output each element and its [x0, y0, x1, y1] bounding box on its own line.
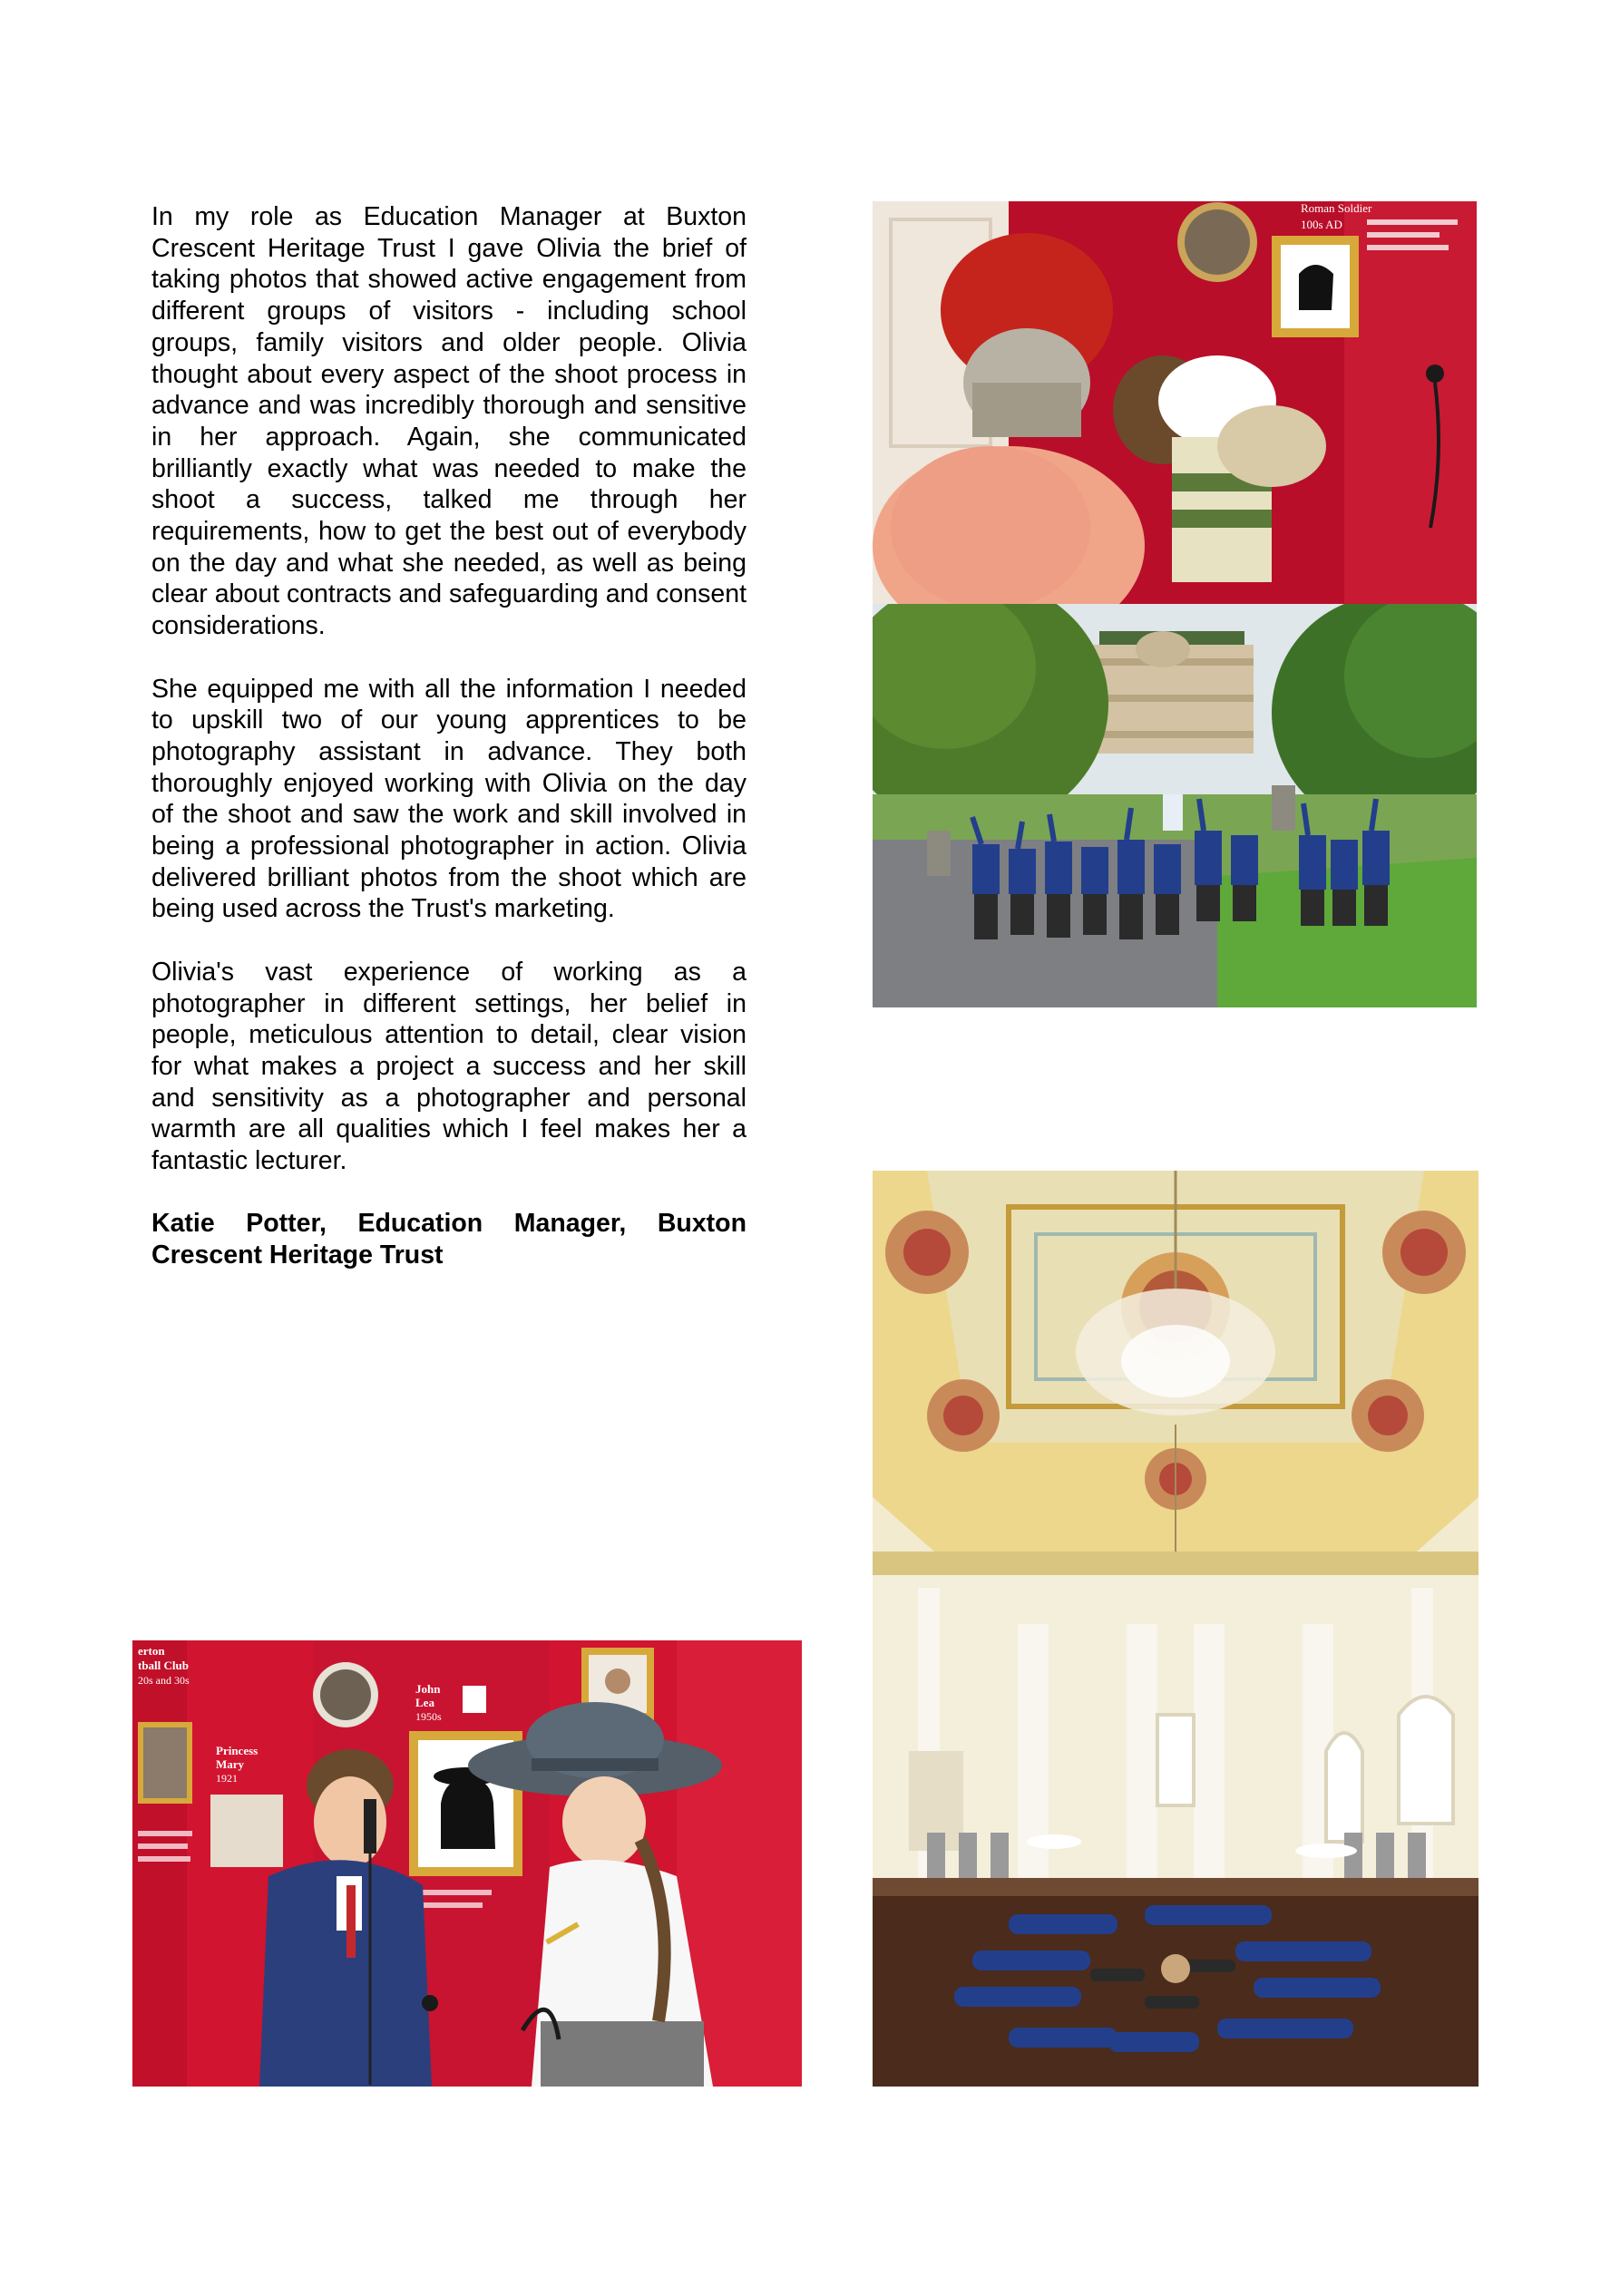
testimonial-text: [151, 201, 747, 1271]
label-person-1: John: [415, 1682, 441, 1696]
label-princess-date: 1921: [216, 1772, 238, 1785]
label-club-2: tball Club: [138, 1659, 189, 1672]
label-person-date: 1950s: [415, 1710, 442, 1723]
label-princess-2: Mary: [216, 1757, 245, 1771]
paragraph-3: Olivia's vast experience of working as a photographer in different settings, her belief in people, meticulous attention to detail, clear vision for what makes a project a success and her skill and sensitivity as a photographer and personal warmth are all qualities which I feel makes her a fantastic lecturer.: [151, 957, 747, 1176]
paragraph-1: In my role as Education Manager at Buxton Crescent Heritage Trust I gave Olivia the brief of taking photos that showed active engagement from different groups of visitors - including school groups, family visitors and older people. Olivia thought about every aspect of the shoot process in advance and was incredibly thorough and sensitive in her approach. Again, she communicated brilliantly exactly what was needed to make the shoot a success, talked me through her requirements, how to get the best out of everybody on the day and what she needed, as well as being clear about contracts and safeguarding and consent considerations.: [151, 202, 747, 641]
label-club-3: 20s and 30s: [138, 1674, 190, 1687]
exhibit-title: Roman Soldier: [1301, 201, 1372, 215]
label-person-2: Lea: [415, 1696, 434, 1709]
photo-telephone-exhibit: [132, 1640, 802, 2087]
label-club-1: erton: [138, 1644, 165, 1658]
photo-ballroom: [873, 1171, 1478, 2087]
signature: Katie Potter, Education Manager, Buxton Crescent Heritage Trust: [151, 1209, 747, 1270]
exhibit-date: 100s AD: [1301, 218, 1342, 231]
label-princess-1: Princess: [216, 1744, 259, 1757]
photo-roman-helmet: [873, 201, 1477, 604]
paragraph-2: She equipped me with all the information I needed to upskill two of our young apprentices to be photography assistant in advance. They both thoroughly enjoyed working with Olivia on the day of the shoot and saw the work and skill involved in being a professional photographer in action. Olivia delivered brilliant photos from the shoot which are being used across the Trust's marketing.: [151, 674, 747, 924]
photo-crescent-outdoor: [873, 604, 1477, 1007]
